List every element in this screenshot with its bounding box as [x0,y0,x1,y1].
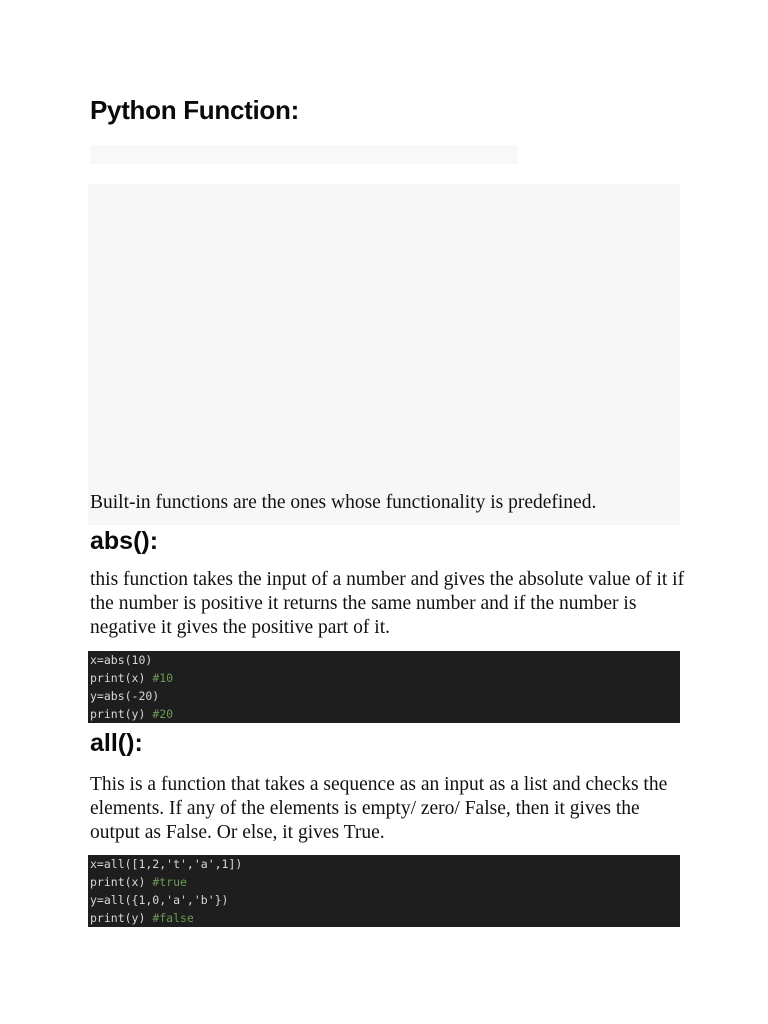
code-line: y=all({1,0,'a','b'}) [90,893,229,907]
all-heading: all(): [90,729,143,757]
code-line: x=all([1,2,'t','a',1]) [90,857,243,871]
all-description: This is a function that takes a sequence as an input as a list and checks the elements. If any of the elements is empty/ zero/ False, then it gives the output as False. Or else, it gives True. [90,774,668,843]
code-line: print(x) #true [90,875,187,889]
abs-description: this function takes the input of a number and gives the absolute value of it if the number is positive it returns the same number and if the number is negative it gives the positive part of it. [90,569,685,638]
code-line: x=abs(10) [90,653,153,667]
code-line: print(y) #false [90,911,194,925]
code-line: y=abs(-20) [90,689,160,703]
page-title: Python Function: [90,95,299,125]
blank-banner [90,145,518,164]
all-code-block[interactable] [88,855,680,927]
intro-text: Built-in functions are the ones whose functionality is predefined. [90,492,597,513]
code-line: print(x) #10 [90,671,174,685]
abs-code-block[interactable] [88,651,680,723]
code-line: print(y) #20 [90,707,174,721]
intro-panel [88,184,680,525]
abs-heading: abs(): [90,527,159,555]
